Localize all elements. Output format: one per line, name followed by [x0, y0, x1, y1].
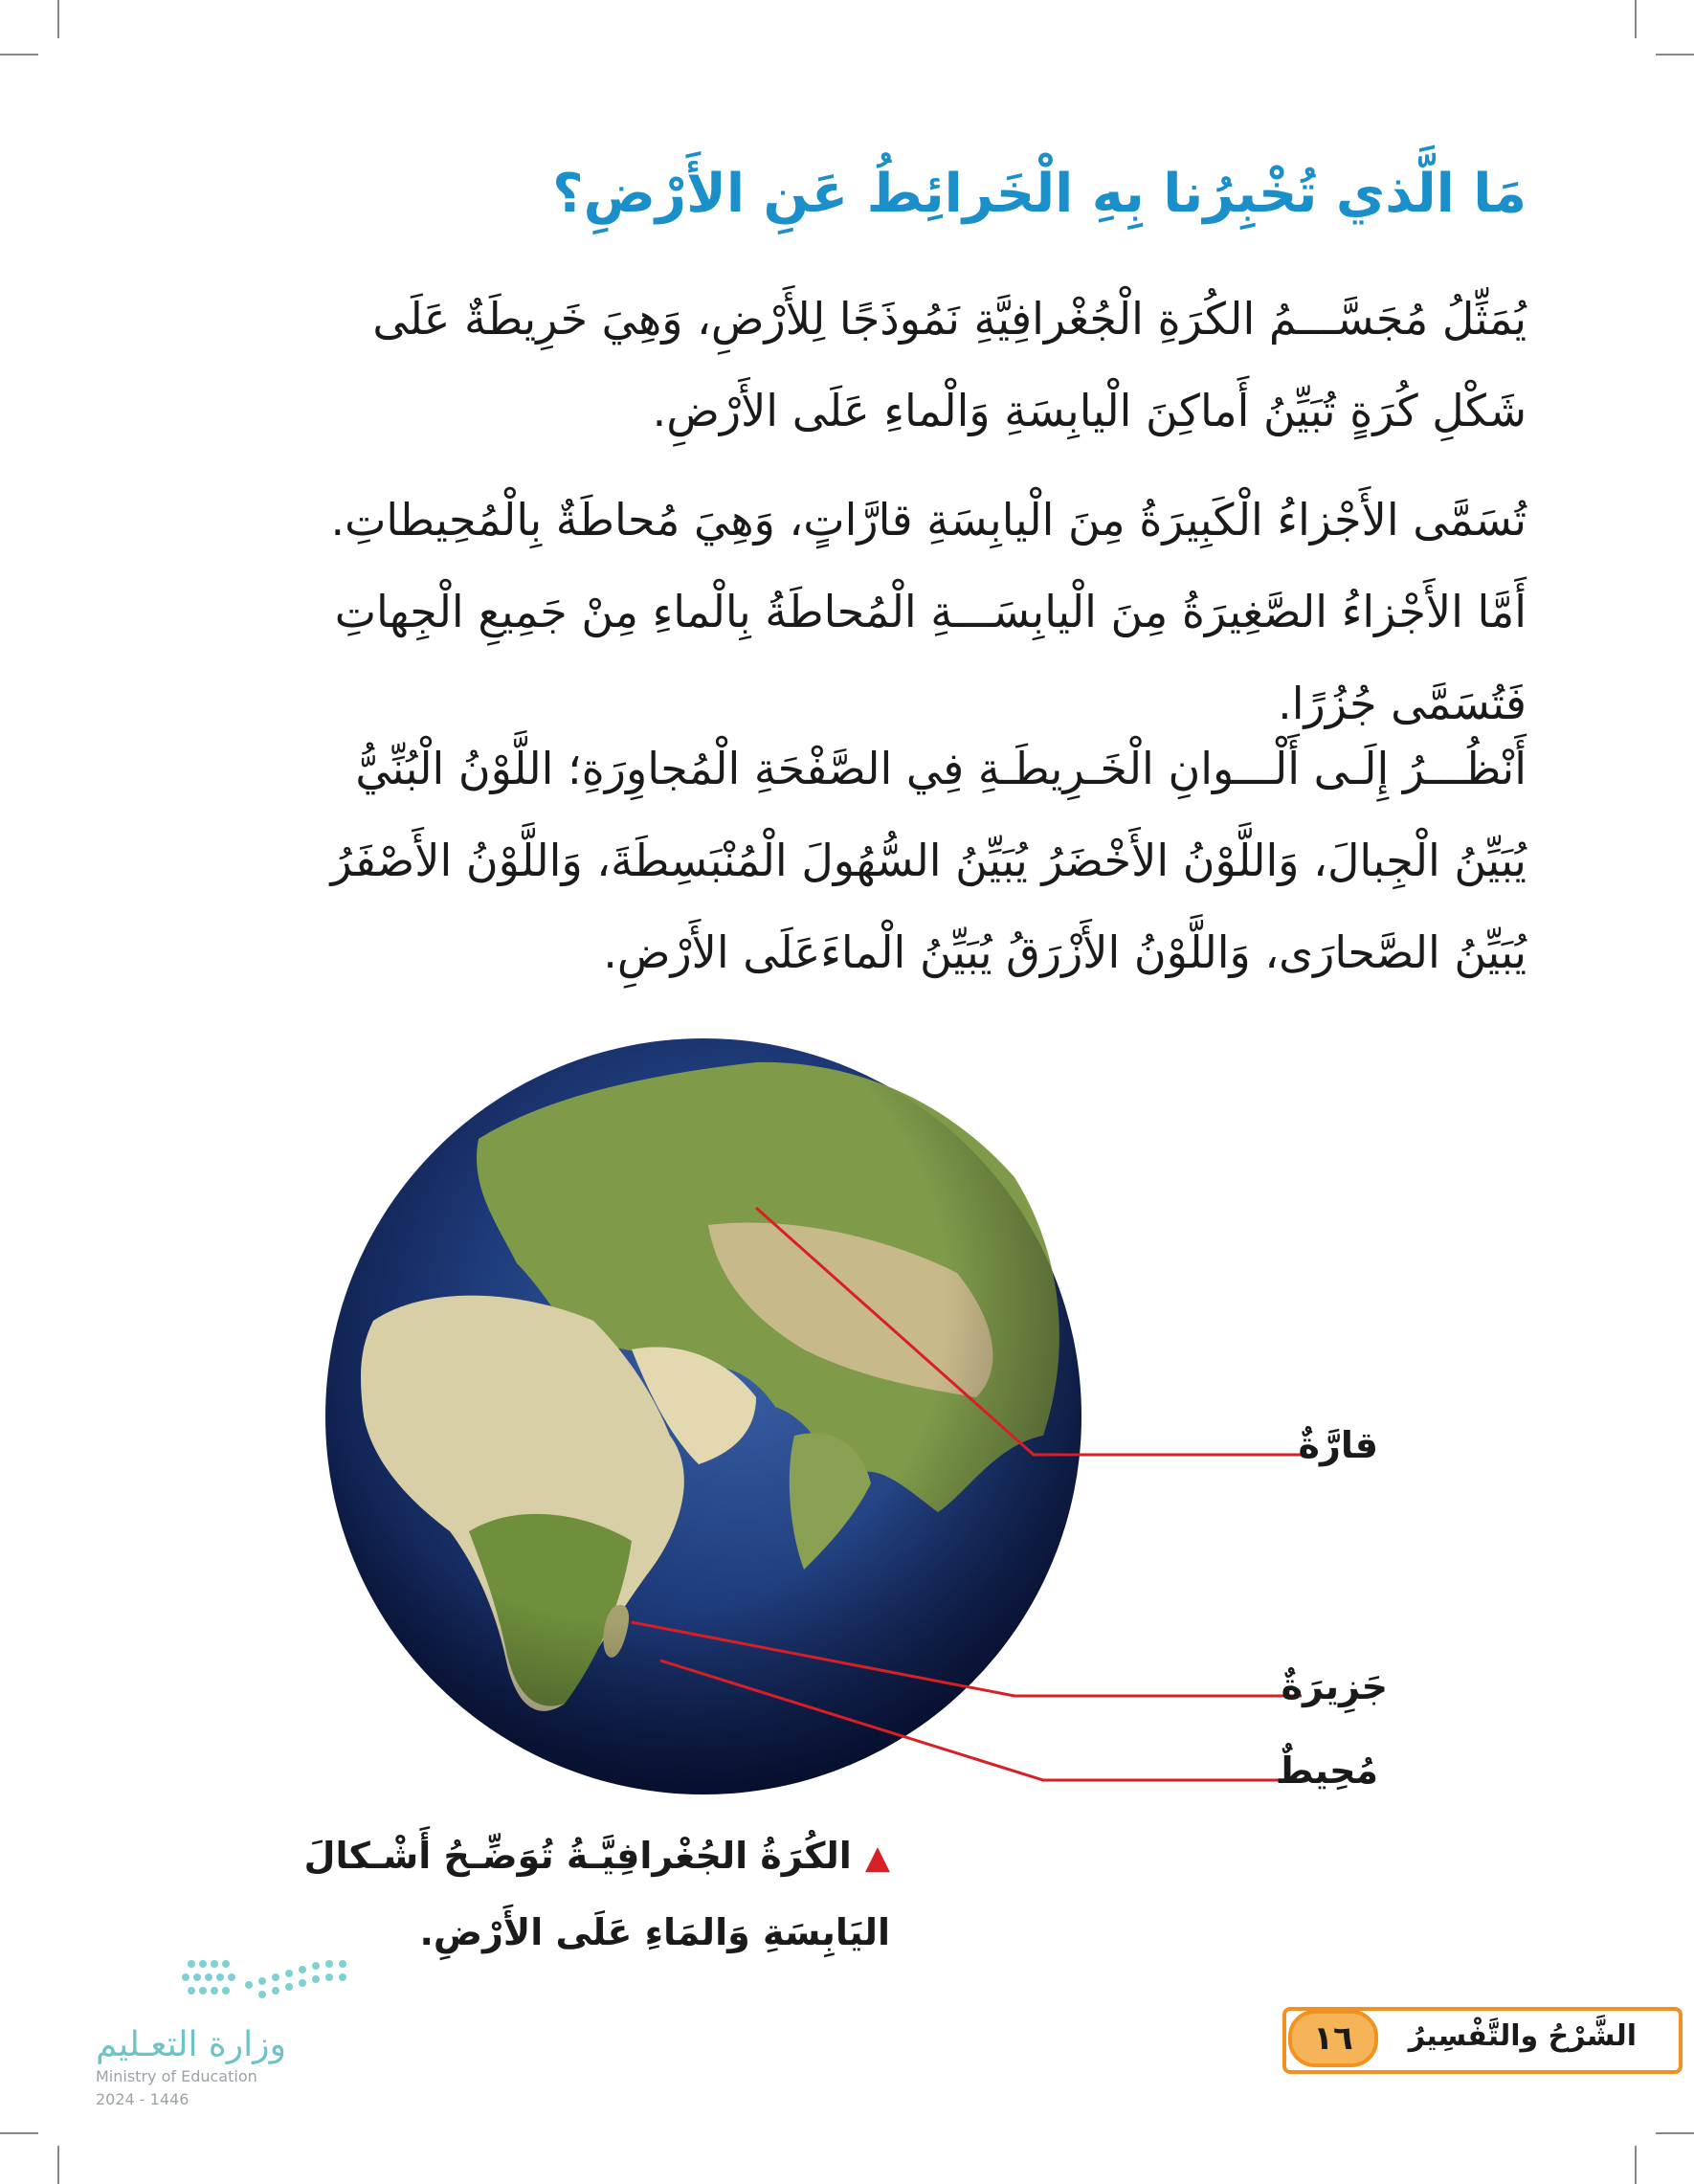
label-continent: قارَّةٌ [1298, 1424, 1378, 1466]
paragraph-line: يُبَيِّنُ الْجِبالَ، وَاللَّوْنُ الأَخْضَرُ يُبَيِّنُ السُّهُولَ الْمُنْبَسِطَةَ، وَاللَّوْنُ الأَصْفَرُ [330, 835, 1527, 886]
section-heading: مَا الَّذي تُخْبِرُنا بِهِ الْخَرائِطُ عَنِ الأَرْضِ؟ [552, 163, 1527, 225]
label-island: جَزِيرَةٌ [1281, 1665, 1388, 1707]
label-ocean: مُحِيطٌ [1275, 1749, 1378, 1792]
caption-marker-icon: ▲ [864, 1839, 890, 1877]
leader-line-continent [756, 1208, 1302, 1455]
ministry-name-ar: وزارة التعـليم [96, 2025, 286, 2064]
footer-section-title: الشَّرْحُ والتَّفْسِيرُ [1408, 2019, 1637, 2053]
caption-line: الكُرَةُ الجُغْرافِيَّـةُ تُوَضِّـحُ أَشْـكالَ [303, 1835, 852, 1877]
ministry-logo-icon [86, 1952, 354, 2010]
edition-year: 2024 - 1446 [96, 2090, 189, 2108]
figure-caption [304, 1818, 890, 1970]
page-number: ١٦ [1288, 2010, 1378, 2067]
paragraph-line: يُبَيِّنُ الصَّحارَى، وَاللَّوْنُ الأَزْرَقُ يُبَيِّنُ الْماءَعَلَى الأَرْضِ. [603, 926, 1527, 978]
paragraph-line: يُمَثِّلُ مُجَسَّـــمُ الكُرَةِ الْجُغْرافِيَّةِ نَمُوذَجًا لِلأَرْضِ، وَهِيَ خَرِيطَةٌ عَلَى [372, 293, 1527, 345]
leader-line-island [632, 1622, 1302, 1696]
paragraph-line: فَتُسَمَّى جُزُرًا. [1278, 678, 1527, 729]
paragraph-line: شَكْلِ كُرَةٍ تُبَيِّنُ أَماكِنَ الْيابِسَةِ وَالْماءِ عَلَى الأَرْضِ. [652, 385, 1527, 436]
paragraph-line: تُسَمَّى الأَجْزاءُ الْكَبِيرَةُ مِنَ الْيابِسَةِ قارَّاتٍ، وَهِيَ مُحاطَةٌ بِالْمُحِيطاتِ. [330, 494, 1527, 546]
caption-line: اليَابِسَةِ وَالمَاءِ عَلَى الأَرْضِ. [419, 1911, 890, 1953]
ministry-name-en: Ministry of Education [96, 2067, 257, 2085]
paragraph-line: أَنْظُـــرُ إِلَـى أَلْـــوانِ الْخَـرِيطَـةِ فِي الصَّفْحَةِ الْمُجاوِرَةِ؛ اللَّوْنُ الْبُنِّيُّ [355, 743, 1527, 794]
paragraph-line: أَمَّا الأَجْزاءُ الصَّغِيرَةُ مِنَ الْيابِسَـــةِ الْمُحاطَةُ بِالْماءِ مِنْ جَمِيعِ الْجِهاتِ [334, 586, 1527, 637]
leader-line-ocean [660, 1660, 1302, 1780]
